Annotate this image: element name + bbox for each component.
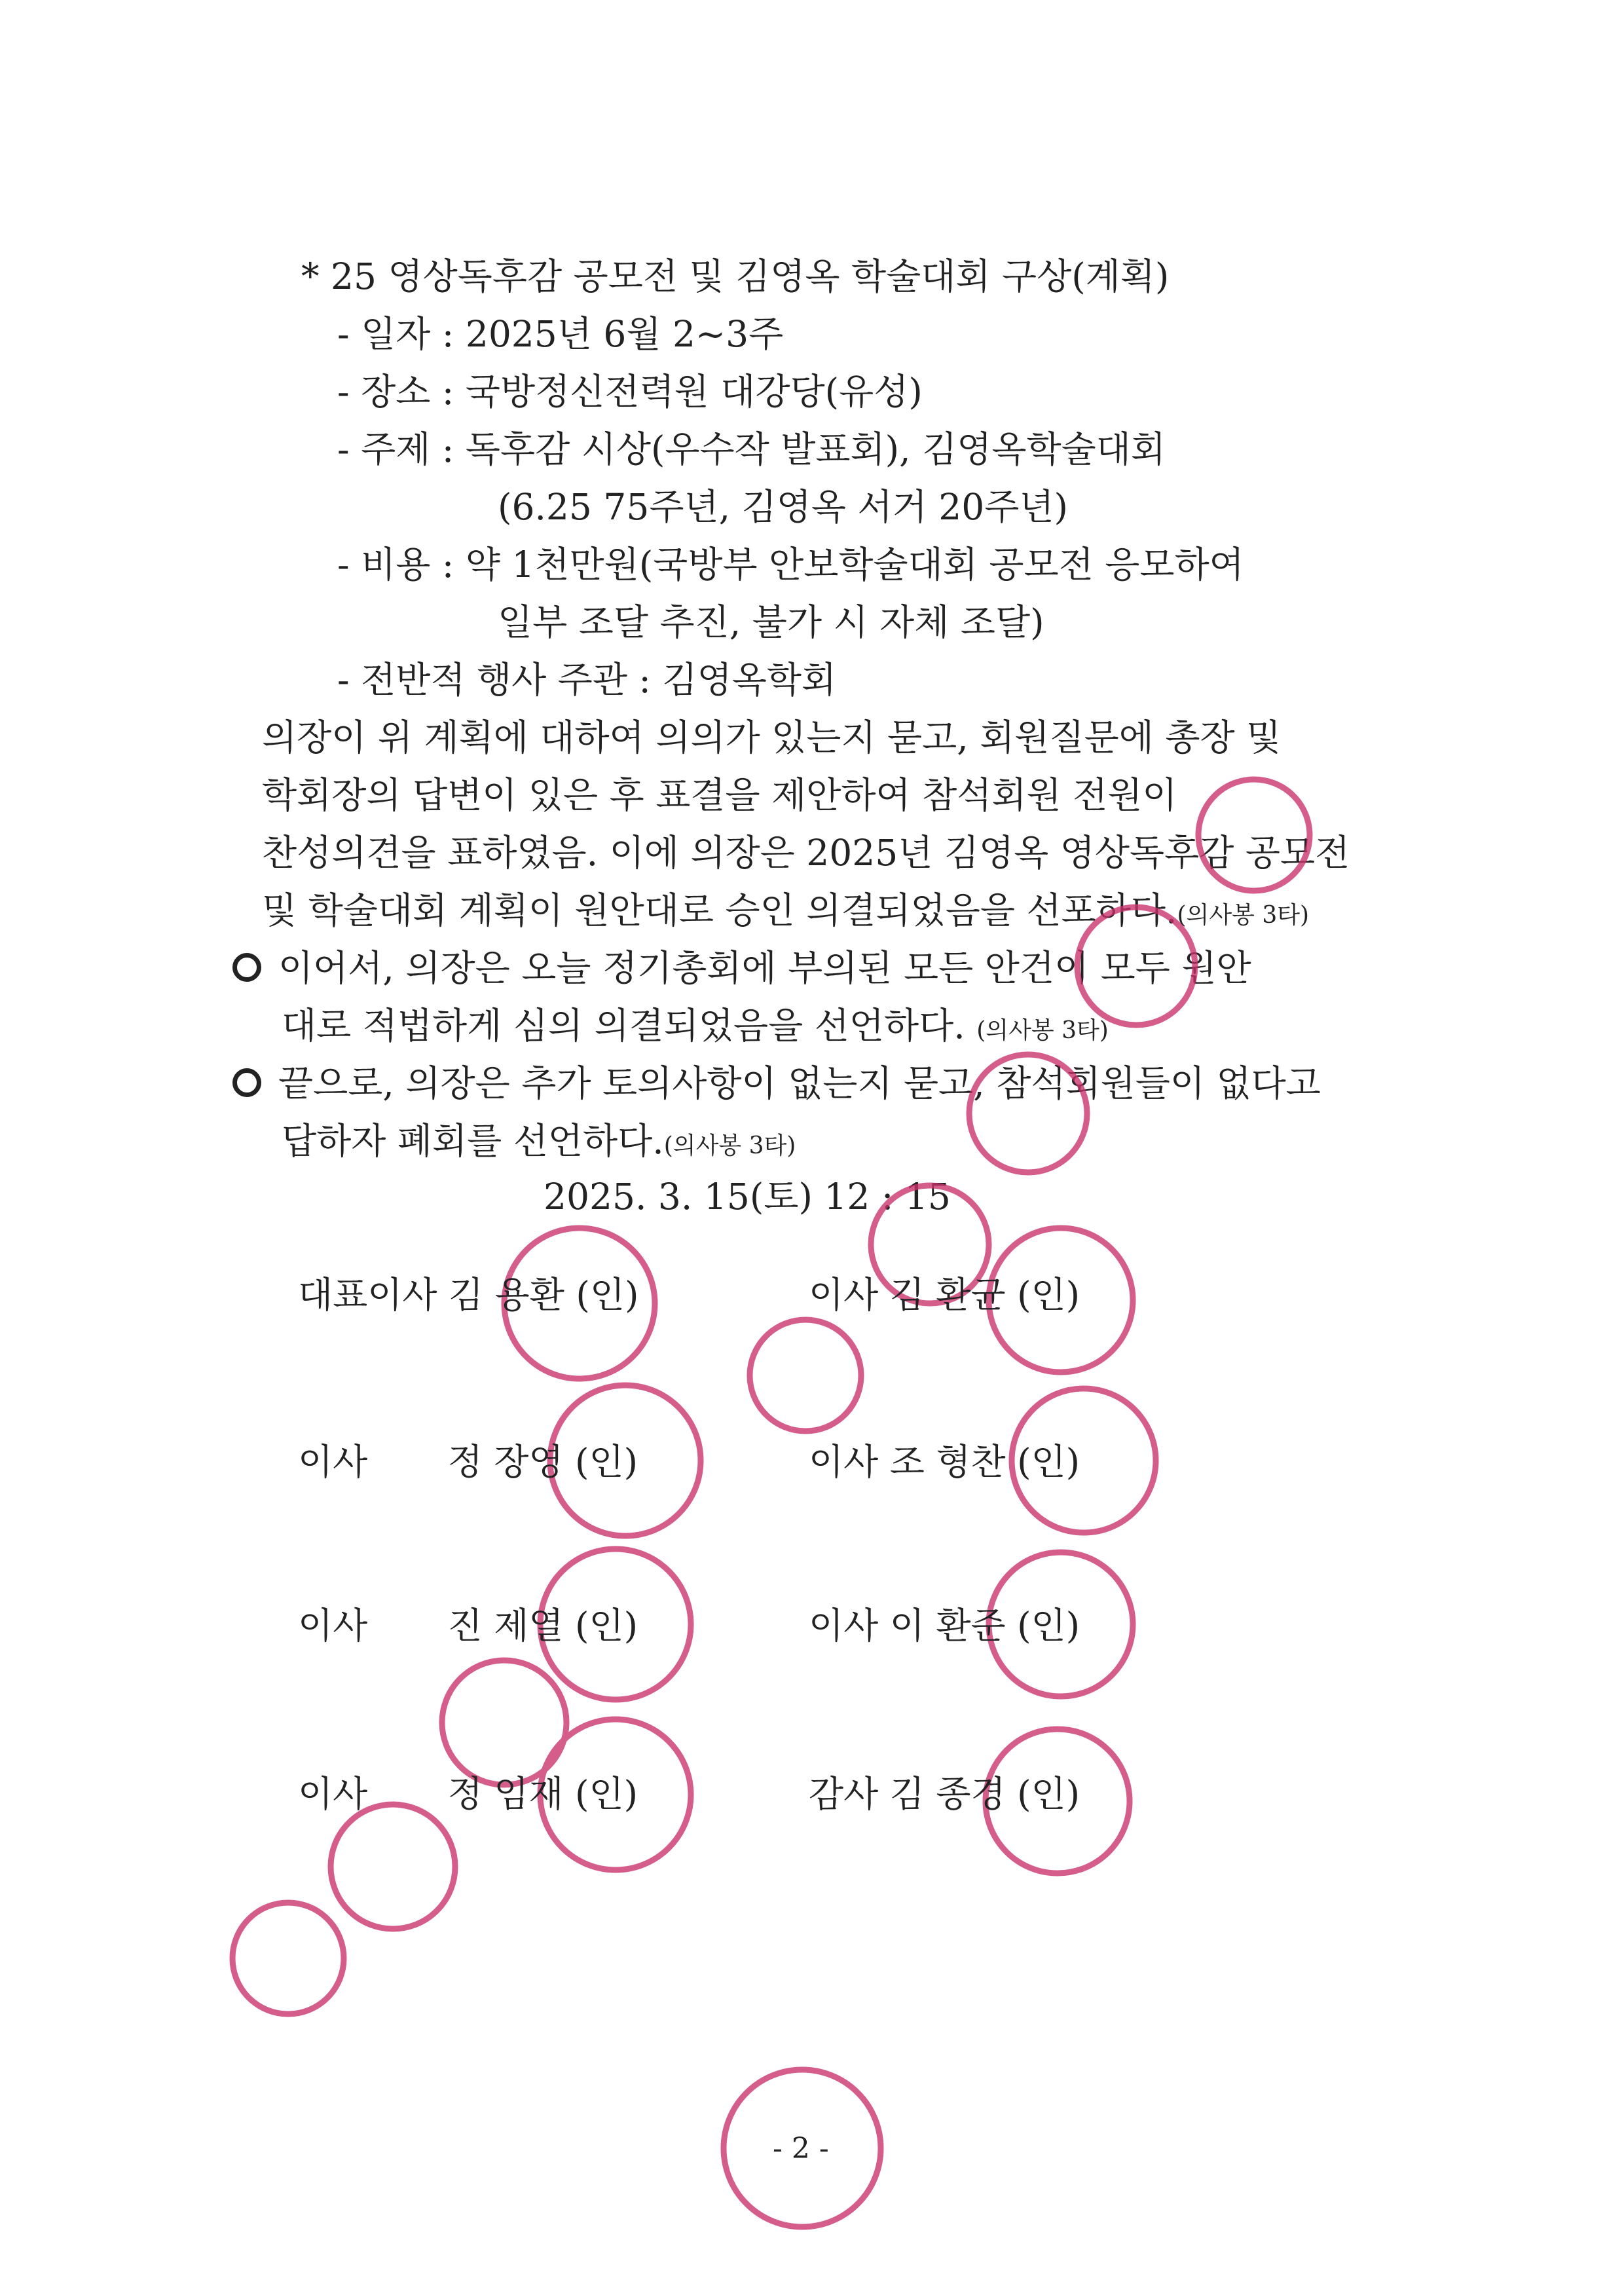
resolution-text: 및 학술대회 계획이 원안대로 승인 의결되었음을 선포하다. xyxy=(262,889,1177,931)
plan-theme: - 주제 : 독후감 시상(우수작 발표회), 김영옥학술대회 xyxy=(337,428,1166,470)
page-number: - 2 - xyxy=(773,2132,829,2165)
signatory-director: 이사 김 환균 (인) xyxy=(809,1274,1080,1316)
closing-item-text: 답하자 폐회를 선언하다. xyxy=(282,1120,664,1162)
seal-stamp-icon xyxy=(750,1320,861,1431)
signatory-chair: 대표이사 김 용환 (인) xyxy=(298,1274,639,1316)
gavel-note: (의사봉 3타) xyxy=(976,1017,1109,1044)
signatory-director: 이사 정 임재 (인) xyxy=(298,1773,638,1815)
plan-cost: - 비용 : 약 1천만원(국방부 안보학술대회 공모전 응모하여 xyxy=(337,544,1244,586)
plan-theme-continued: (6.25 75주년, 김영옥 서거 20주년) xyxy=(498,486,1068,528)
signatory-director: 이사 조 형찬 (인) xyxy=(809,1441,1080,1483)
plan-heading: * 25 영상독후감 공모전 및 김영옥 학술대회 구상(계획) xyxy=(301,255,1170,297)
closing-item-text: 끝으로, 의장은 추가 토의사항이 없는지 묻고, 참석회원들이 없다고 xyxy=(278,1062,1321,1104)
signatory-director: 이사 이 환준 (인) xyxy=(809,1605,1080,1647)
plan-place: - 장소 : 국방정신전력원 대강당(유성) xyxy=(337,371,923,413)
resolution-line: 찬성의견을 표하였음. 이에 의장은 2025년 김영옥 영상독후감 공모전 xyxy=(262,832,1350,874)
meeting-datetime: 2025. 3. 15(토) 12 : 15 xyxy=(544,1176,951,1218)
resolution-line: 의장이 위 계획에 대하여 의의가 있는지 묻고, 회원질문에 총장 및 xyxy=(262,717,1282,758)
resolution-line: 학회장의 답변이 있은 후 표결을 제안하여 참석회원 전원이 xyxy=(262,774,1177,816)
seal-stamp-icon xyxy=(1198,779,1310,891)
seal-stamp-icon xyxy=(331,1804,455,1929)
signatory-director: 이사 정 장영 (인) xyxy=(298,1441,638,1483)
seal-stamp-icon xyxy=(969,1054,1087,1172)
closing-item-text: 대로 적법하게 심의 의결되었음을 선언하다. xyxy=(282,1005,965,1047)
seal-stamp-icon xyxy=(232,1903,344,2014)
plan-date: - 일자 : 2025년 6월 2~3주 xyxy=(337,313,784,355)
gavel-note: (의사봉 3타) xyxy=(1177,902,1310,929)
plan-host: - 전반적 행사 주관 : 김영옥학회 xyxy=(337,659,837,701)
closing-item-text: 이어서, 의장은 오늘 정기총회에 부의된 모든 안건이 모두 원안 xyxy=(278,947,1251,989)
seal-stamp-icon xyxy=(1077,907,1195,1025)
gavel-note: (의사봉 3타) xyxy=(663,1132,796,1159)
signatory-auditor: 감사 김 종경 (인) xyxy=(809,1773,1080,1815)
plan-cost-continued: 일부 조달 추진, 불가 시 자체 조달) xyxy=(498,601,1044,643)
signatory-director: 이사 진 제열 (인) xyxy=(298,1605,638,1647)
